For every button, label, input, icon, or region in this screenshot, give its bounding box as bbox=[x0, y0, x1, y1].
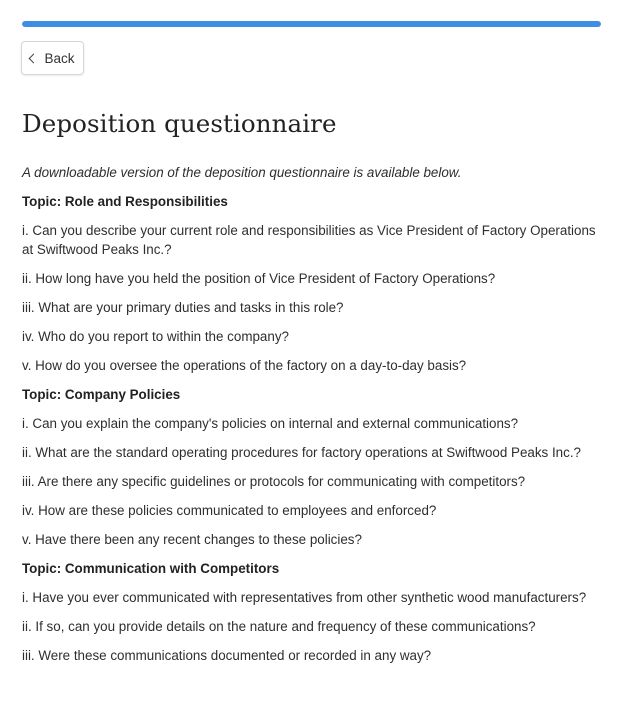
question-item: iv. How are these policies communicated to employees and enforced? bbox=[22, 503, 437, 518]
question-item: i. Can you explain the company's policies on internal and external communications? bbox=[22, 416, 519, 431]
chevron-left-icon bbox=[29, 54, 39, 64]
topic-heading: Topic: Role and Responsibilities bbox=[22, 194, 228, 209]
topic-heading: Topic: Communication with Competitors bbox=[22, 561, 280, 576]
question-item: v. How do you oversee the operations of the factory on a day-to-day basis? bbox=[22, 358, 467, 373]
question-item: ii. How long have you held the position of Vice President of Factory Operations? bbox=[22, 271, 496, 286]
page-title: Deposition questionnaire bbox=[22, 109, 337, 138]
progress-bar-fill bbox=[22, 21, 601, 27]
topic-heading: Topic: Company Policies bbox=[22, 387, 181, 402]
question-item: ii. What are the standard operating procedures for factory operations at Swiftwood Peaks Inc.? bbox=[22, 445, 581, 460]
question-item: v. Have there been any recent changes to these policies? bbox=[22, 532, 362, 547]
progress-bar bbox=[22, 21, 601, 27]
question-item: i. Have you ever communicated with representatives from other synthetic wood manufacturers? bbox=[22, 590, 587, 605]
question-item: ii. If so, can you provide details on the nature and frequency of these communications? bbox=[22, 619, 536, 634]
questionnaire-content bbox=[22, 163, 604, 675]
back-button-label: Back bbox=[44, 50, 75, 66]
question-item: iii. Are there any specific guidelines or protocols for communicating with competitors? bbox=[22, 474, 526, 489]
question-item: i. Can you describe your current role and responsibilities as Vice President of Factory Operations at Swiftwood Peaks Inc.? bbox=[22, 223, 596, 257]
question-item: iii. What are your primary duties and tasks in this role? bbox=[22, 300, 344, 315]
back-button[interactable] bbox=[21, 41, 84, 75]
question-item: iv. Who do you report to within the company? bbox=[22, 329, 289, 344]
intro-text: A downloadable version of the deposition questionnaire is available below. bbox=[22, 165, 462, 180]
question-item: iii. Were these communications documented or recorded in any way? bbox=[22, 648, 432, 663]
